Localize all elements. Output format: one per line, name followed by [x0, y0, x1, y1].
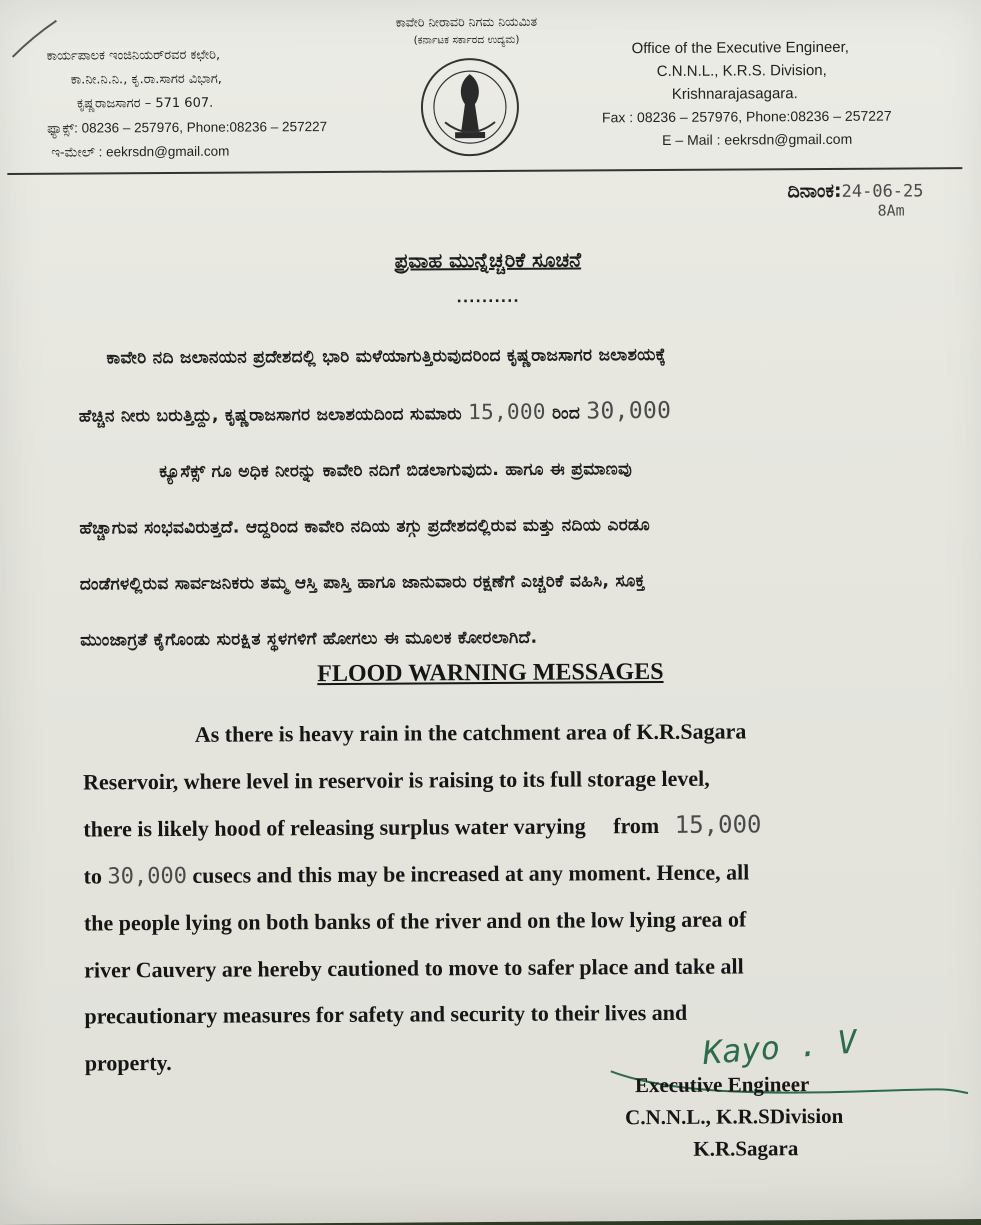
header-left-line3: ಕೃಷ್ಣರಾಜಸಾಗರ – 571 607.	[76, 95, 214, 112]
header-right-line2: C.N.N.L., K.R.S. Division,	[656, 61, 827, 81]
kannada-paragraph	[78, 325, 960, 668]
english-line1: As there is heavy rain in the catchment area of K.R.Sagara	[194, 718, 747, 747]
header-left	[47, 43, 388, 165]
signature-division: C.N.N.L., K.R.SDivision	[625, 1103, 844, 1130]
date-value: 24-06-25	[841, 181, 924, 202]
signature-place: K.R.Sagara	[693, 1136, 799, 1161]
english-line5: the people lying on both banks of the river and on the low lying area of	[83, 906, 747, 936]
english-line4-text: cusecs and this may be increased at any moment. Hence, all	[192, 858, 750, 888]
english-title-text: FLOOD WARNING MESSAGES	[317, 658, 664, 688]
english-line3	[83, 800, 913, 853]
date-time: 8Am	[877, 201, 905, 220]
english-line4-to: to	[83, 862, 103, 889]
english-line3-text: there is likely hood of releasing surplus water varying	[83, 813, 586, 842]
english-line8: property.	[84, 1049, 172, 1076]
kannada-line2-text: ಹೆಚ್ಚಿನ ನೀರು ಬರುತ್ತಿದ್ದು, ಕೃಷ್ಣರಾಜಸಾಗರ ಜಲಾಶಯದಿಂದ ಸುಮಾರು	[78, 404, 462, 427]
kannada-from-value: 15,000	[468, 399, 546, 425]
kannada-line1: ಕಾವೇರಿ ನದಿ ಜಲಾನಯನ ಪ್ರದೇಶದಲ್ಲಿ ಭಾರಿ ಮಳೆಯಾಗುತ್ತಿರುವುದರಿಂದ ಕೃಷ್ಣರಾಜಸಾಗರ ಜಲಾಶಯಕ್ಕೆ	[106, 344, 667, 369]
corp-name-kannada: ಕಾವೇರಿ ನೀರಾವರಿ ನಿಗಮ ನಿಯಮಿತ	[395, 13, 538, 30]
emblem-icon	[415, 52, 526, 163]
signature-title: Executive Engineer	[634, 1072, 810, 1098]
signature-handwritten: Kayo . V	[701, 1022, 859, 1073]
english-to-value: 30,000	[107, 863, 188, 889]
kannada-line3: ಕ್ಯೂಸೆಕ್ಸ್ ಗೂ ಅಧಿಕ ನೀರನ್ನು ಕಾವೇರಿ ನದಿಗೆ ಬಿಡಲಾಗುವುದು. ಹಾಗೂ ಈ ಪ್ರಮಾಣವು	[159, 459, 633, 483]
date-block	[787, 179, 923, 220]
kannada-line2-mid: ರಿಂದ	[551, 403, 581, 424]
english-line2: Reservoir, where level in reservoir is raising to its full storage level,	[82, 765, 710, 795]
kannada-title	[0, 245, 981, 275]
kannada-to-value: 30,000	[586, 397, 672, 425]
kannada-title-text: ಪ್ರವಾಹ ಮುನ್ನೆಚ್ಚರಿಕೆ ಸೂಚನೆ	[394, 247, 582, 273]
header-left-line1: ಕಾರ್ಯಪಾಲಕ ಇಂಜಿನಿಯರ್‌ರವರ ಕಛೇರಿ,	[46, 47, 221, 64]
english-line4	[83, 848, 913, 901]
corp-subtitle-kannada: (ಕರ್ನಾಟಕ ಸರ್ಕಾರದ ಉದ್ಯಮ)	[413, 33, 520, 47]
english-from-word: from	[613, 813, 660, 839]
header-right-line4: Fax : 08236 – 257976, Phone:08236 – 257227	[601, 107, 892, 126]
kannada-title-dots: ..........	[456, 289, 520, 307]
header-right-line3: Krishnarajasagara.	[671, 85, 798, 103]
header-left-line4: ಫ್ಯಾಕ್ಸ್: 08236 – 257976, Phone:08236 – 257227	[47, 119, 328, 136]
header-divider	[7, 167, 962, 175]
header-right	[602, 35, 963, 152]
signature-block	[625, 1067, 934, 1165]
english-line7: precautionary measures for safety and security to their lives and	[84, 999, 688, 1029]
header-right-line5: E – Mail : eekrsdn@gmail.com	[662, 130, 853, 148]
english-from-value: 15,000	[674, 810, 762, 839]
kannada-line4: ಹೆಚ್ಚಾಗುವ ಸಂಭವವಿರುತ್ತದೆ. ಆದ್ದರಿಂದ ಕಾವೇರಿ ನದಿಯ ತಗ್ಗು ಪ್ರದೇಶದಲ್ಲಿರುವ ಮತ್ತು ನದಿಯ ಎರಡೂ	[79, 515, 651, 539]
kannada-line2	[79, 381, 959, 444]
header-left-line5: ಇ-ಮೇಲ್ : eekrsdn@gmail.com	[51, 143, 230, 160]
kannada-line5: ದಂಡೆಗಳಲ್ಲಿರುವ ಸಾರ್ವಜನಿಕರು ತಮ್ಮ ಆಸ್ತಿ ಪಾಸ್ತಿ ಹಾಗೂ ಜಾನುವಾರು ರಕ್ಷಣೆಗೆ ಎಚ್ಚರಿಕೆ ವಹಿಸಿ, ಸೂಕ್ತ	[79, 571, 646, 595]
date-label: ದಿನಾಂಕ:	[787, 179, 842, 203]
english-title	[0, 657, 981, 690]
header-left-line2: ಕಾ.ನೀ.ನಿ.ನಿ., ಕೃ.ರಾ.ಸಾಗರ ವಿಭಾಗ,	[70, 71, 222, 88]
kannada-line6: ಮುಂಜಾಗ್ರತೆ ಕೈಗೊಂಡು ಸುರಕ್ಷಿತ ಸ್ಥಳಗಳಿಗೆ ಹೋಗಲು ಈ ಮೂಲಕ ಕೋರಲಾಗಿದೆ.	[80, 627, 538, 651]
english-line6: river Cauvery are hereby cautioned to move to safer place and take all	[84, 952, 744, 983]
header-right-line1: Office of the Executive Engineer,	[631, 38, 849, 58]
